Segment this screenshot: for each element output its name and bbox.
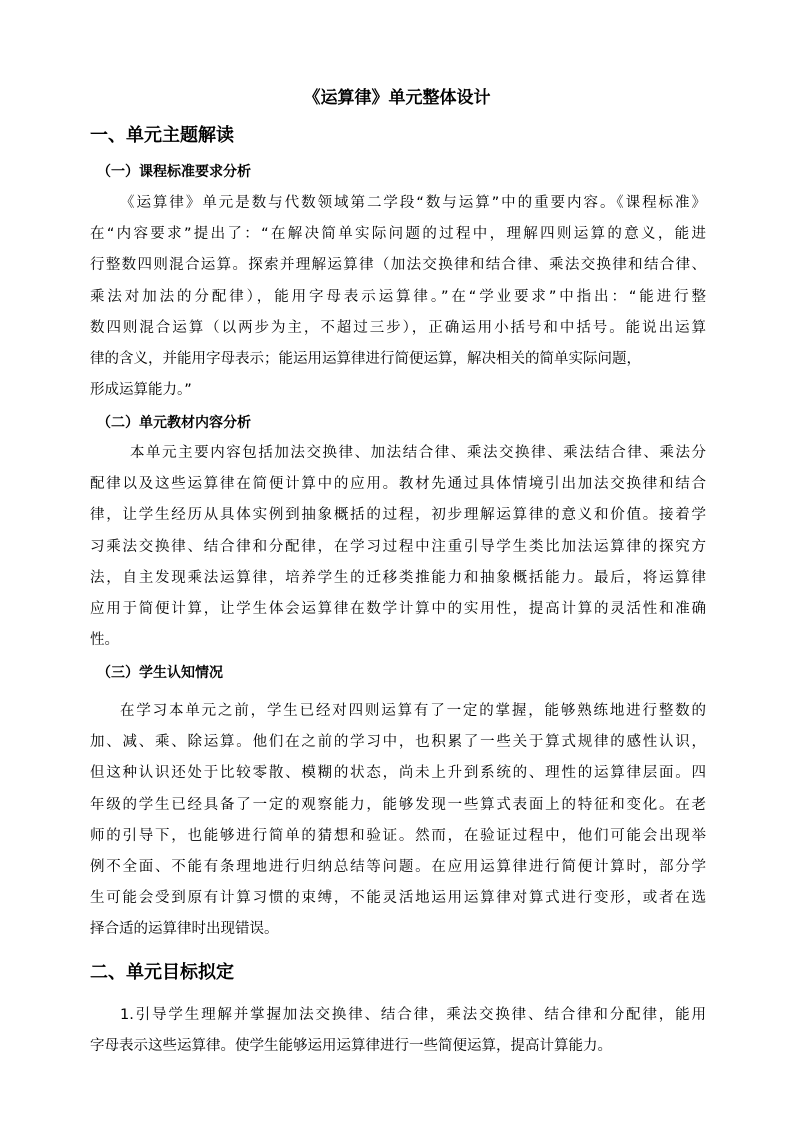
- text-line: 师的引导下，也能够进行简单的猜想和验证。然而，在验证过程中，他们可能会出现举: [90, 827, 706, 844]
- text-line: 数四则混合运算（以两步为主，不超过三步），正确运用小括号和中括号。能说出运算: [90, 319, 706, 336]
- text-line: 在“内容要求”提出了：“在解决简单实际问题的过程中，理解四则运算的意义，能进: [90, 226, 706, 243]
- text-line: 字母表示这些运算律。使学生能够运用运算律进行一些简便运算，提高计算能力。: [90, 1038, 612, 1055]
- text-line: 例不全面、不能有条理地进行归纳总结等问题。在应用运算律进行简便计算时，部分学: [90, 858, 706, 875]
- text-line: 1.引导学生理解并掌握加法交换律、结合律，乘法交换律、结合律和分配律，能用: [120, 1007, 706, 1023]
- text-line: 乘法对加法的分配律），能用字母表示运算律。”在“学业要求”中指出：“能进行整: [90, 288, 706, 305]
- text-line: 性。: [90, 632, 119, 649]
- document-title: 《运算律》单元整体设计: [303, 88, 491, 108]
- paragraph-student-cognition: [90, 696, 706, 946]
- subsection-heading-curriculum-standard: （一）课程标准要求分析: [97, 164, 251, 180]
- text-line: 《运算律》单元是数与代数领域第二学段“数与运算”中的重要内容。《课程标准》: [120, 195, 706, 211]
- text-line: 加、减、乘、除运算。他们在之前的学习中，也积累了一些关于算式规律的感性认识，: [90, 734, 706, 751]
- text-line: 习乘法交换律、结合律和分配律，在学习过程中注重引导学生类比加法运算律的探究方: [90, 538, 706, 555]
- subsection-heading-student-cognition: （三）学生认知情况: [97, 665, 223, 681]
- text-line: 在学习本单元之前，学生已经对四则运算有了一定的掌握，能够熟练地进行整数的: [120, 703, 706, 719]
- text-line: 但这种认识还处于比较零散、模糊的状态，尚未上升到系统的、理性的运算律层面。四: [90, 765, 706, 782]
- paragraph-unit-goals: [90, 1000, 706, 1062]
- text-line: 律的含义，并能用字母表示；能运用运算律进行简便运算，解决相关的简单实际问题，: [90, 350, 641, 367]
- text-line: 律，让学生经历从具体实例到抽象概括的过程，初步理解运算律的意义和价值。接着学: [90, 507, 706, 524]
- subsection-heading-textbook-content: （二）单元教材内容分析: [97, 415, 251, 431]
- text-line: 年级的学生已经具备了一定的观察能力，能够发现一些算式表面上的特征和变化。在老: [90, 796, 706, 813]
- paragraph-curriculum-standard: [90, 188, 706, 406]
- text-line: 生可能会受到原有计算习惯的束缚，不能灵活地运用运算律对算式进行变形，或者在选: [90, 890, 706, 907]
- text-line: 形成运算能力。”: [90, 382, 192, 399]
- text-line: 应用于简便计算，让学生体会运算律在数学计算中的实用性，提高计算的灵活性和准确: [90, 600, 706, 617]
- text-line: 择合适的运算律时出现错误。: [90, 921, 279, 938]
- text-line: 行整数四则混合运算。探索并理解运算律（加法交换律和结合律、乘法交换律和结合律、: [90, 257, 706, 274]
- paragraph-textbook-content: [90, 438, 706, 656]
- text-line: 本单元主要内容包括加法交换律、加法结合律、乘法交换律、乘法结合律、乘法分: [130, 445, 706, 461]
- text-line: 法，自主发现乘法运算律，培养学生的迁移类推能力和抽象概括能力。最后，将运算律: [90, 569, 706, 586]
- text-line: 配律以及这些运算律在简便计算中的应用。教材先通过具体情境引出加法交换律和结合: [90, 476, 706, 493]
- section-heading-unit-goals: 二、单元目标拟定: [90, 962, 234, 983]
- section-heading-unit-theme: 一、单元主题解读: [90, 125, 234, 146]
